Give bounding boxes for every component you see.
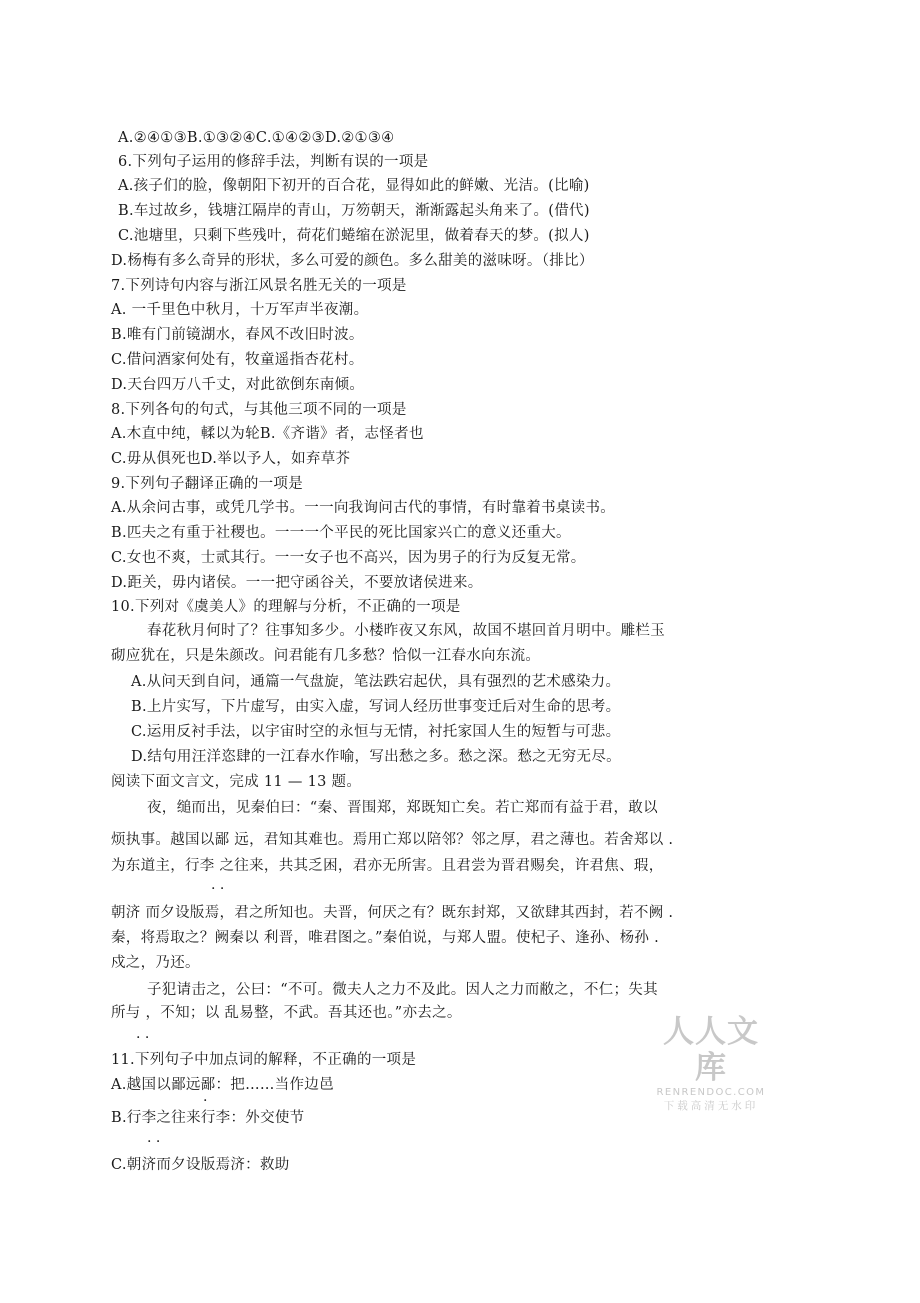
q9-option-a: A.从余问古事，或凭几学书。一一向我询问古代的事情，有时靠着书桌读书。: [111, 500, 616, 516]
emphasis-dots: . .: [136, 1026, 150, 1042]
q6-option-a: A.孩子们的脸，像朝阳下初开的百合花，显得如此的鲜嫩、光洁。(比喻): [118, 178, 590, 194]
q8-options-ab: A.木直中纯，輮以为轮B.《齐谐》者，志怪者也: [111, 426, 424, 442]
emphasis-dots: . .: [211, 877, 225, 893]
q7-option-a: A. 一千里色中秋月，十万军声半夜潮。: [111, 302, 369, 318]
q9-option-c: C.女也不爽，士贰其行。一一女子也不高兴，因为男子的行为反复无常。: [111, 550, 586, 566]
q7-option-d: D.天台四万八千丈，对此欲倒东南倾。: [111, 377, 365, 393]
q6-option-d: D.杨梅有多么奇异的形状，多么可爱的颜色。多么甜美的滋味呀。（排比）: [111, 253, 594, 269]
poem-line-1: 春花秋月何时了？往事知多少。小楼昨夜又东风，故国不堪回首月明中。雕栏玉: [147, 623, 665, 639]
q8-options-cd: C.毋从俱死也D.举以予人，如弃草芥: [111, 451, 351, 467]
passage-line-3: 为东道主，行李 之往来，共其乏困，君亦无所害。且君尝为晋君赐矣，许君焦、瑕，: [111, 858, 664, 874]
question-9: 9.下列句子翻译正确的一项是: [111, 476, 304, 492]
poem-line-2: 砌应犹在，只是朱颜改。问君能有几多愁？恰似一江春水向东流。: [111, 648, 541, 664]
q11-option-b: B.行李之往来行李：外交使节: [111, 1110, 305, 1126]
question-10: 10.下列对《虞美人》的理解与分析，不正确的一项是: [111, 599, 461, 615]
passage-line-5: 秦，将焉取之？阙秦以 利晋，唯君图之。”秦伯说，与郑人盟。使杞子、逢孙、杨孙 .: [111, 930, 659, 946]
question-6: 6.下列句子运用的修辞手法，判断有误的一项是: [118, 154, 429, 170]
watermark-logo: [648, 1014, 774, 1113]
passage-line-8: 所与 ，不知；以 乱易整，不武。吾其还也。”亦去之。: [111, 1005, 462, 1021]
q9-option-b: B.匹夫之有重于社稷也。一一一个平民的死比国家兴亡的意义还重大。: [111, 525, 571, 541]
q9-option-d: D.距关，毋内诸侯。一一把守函谷关，不要放诸侯进来。: [111, 575, 483, 591]
q11-option-a: A.越国以鄙远鄙：把……当作边邑: [111, 1077, 334, 1093]
reading-instruction: 阅读下面文言文，完成 11 — 13 题。: [111, 774, 362, 790]
passage-line-6: 戍之，乃还。: [111, 955, 200, 971]
q10-option-d: D.结句用汪洋恣肆的一江春水作喻，写出愁之多。愁之深。愁之无穷无尽。: [131, 749, 621, 765]
passage-line-4: 朝济 而夕设版焉，君之所知也。夫晋，何厌之有？既东封郑，又欲肆其西封，若不阙 .: [111, 905, 674, 921]
q7-option-c: C.借问酒家何处有，牧童遥指杏花村。: [111, 352, 364, 368]
q6-option-c: C.池塘里，只剩下些残叶，荷花们蜷缩在淤泥里，做着春天的梦。(拟人): [118, 228, 590, 244]
passage-line-7: 子犯请击之，公曰：“不可。微夫人之力不及此。因人之力而敝之，不仁；失其: [147, 982, 658, 998]
q10-option-c: C.运用反衬手法，以宇宙时空的永恒与无情，衬托家国人生的短暂与可悲。: [131, 724, 621, 740]
q6-option-b: B.车过故乡，钱塘江隔岸的青山，万笏朝天，渐渐露起头角来了。(借代): [118, 203, 590, 219]
passage-line-2: 烦执事。越国以鄙 远，君知其难也。焉用亡郑以陪邻？邻之厚，君之薄也。若舍郑以 .: [111, 832, 674, 848]
q11-option-c: C.朝济而夕设版焉济：救助: [111, 1157, 290, 1173]
question-7: 7.下列诗句内容与浙江风景名胜无关的一项是: [111, 278, 407, 294]
passage-line-1: 夜，缒而出，见秦伯曰：“秦、晋围郑，郑既知亡矣。若亡郑而有益于君，敢以: [147, 800, 658, 816]
answer-options-q5: A.②④①③B.①③②④C.①④②③D.②①③④: [118, 130, 395, 146]
watermark-domain: RENRENDOC.COM: [656, 1087, 766, 1098]
watermark-subtitle: 下载高清无水印: [663, 1100, 759, 1112]
question-8: 8.下列各句的句式，与其他三项不同的一项是: [111, 402, 407, 418]
q7-option-b: B.唯有门前镜湖水，春风不改旧时波。: [111, 327, 364, 343]
q10-option-a: A.从问天到自问，通篇一气盘旋，笔法跌宕起伏，具有强烈的艺术感染力。: [131, 674, 621, 690]
watermark-title: 人人文库: [663, 1014, 759, 1086]
q10-option-b: B.上片实写，下片虚写，由实入虚，写词人经历世事变迁后对生命的思考。: [131, 699, 621, 715]
emphasis-dots: .: [203, 1089, 208, 1105]
question-11: 11.下列句子中加点词的解释，不正确的一项是: [111, 1052, 417, 1068]
emphasis-dots: . .: [147, 1130, 161, 1146]
